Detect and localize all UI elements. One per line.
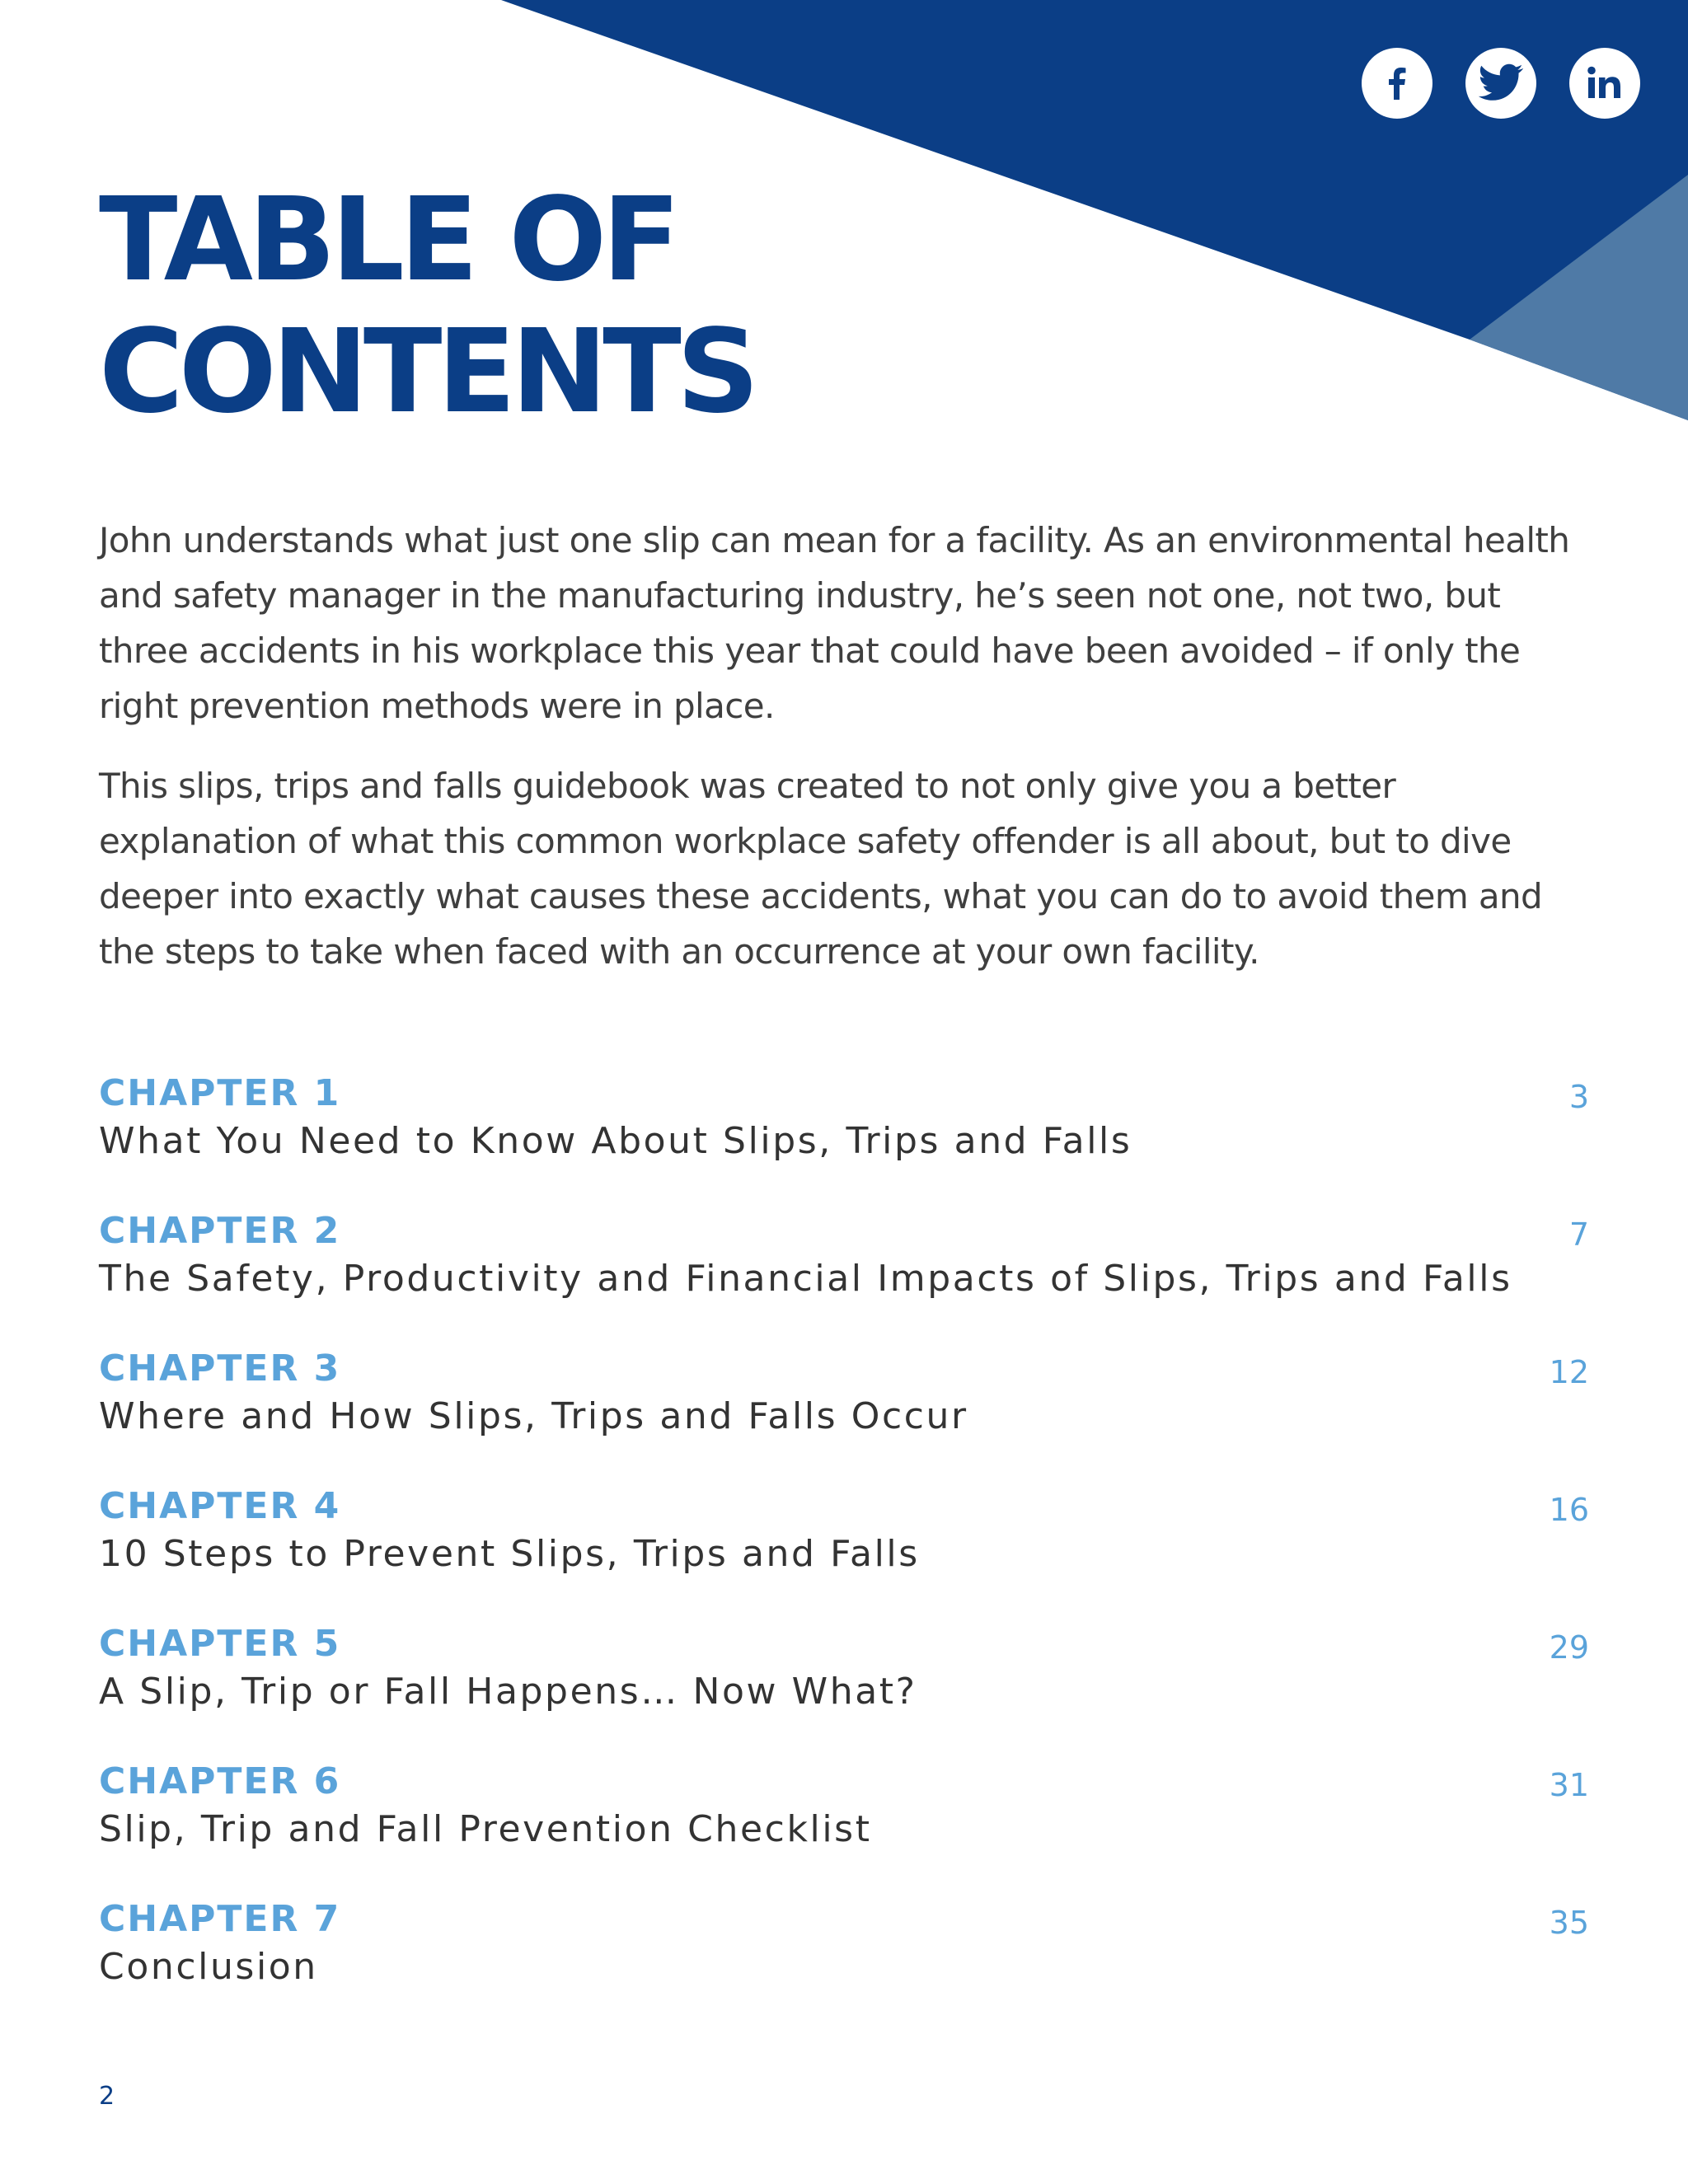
chapter-page-number: 29 (1549, 1629, 1589, 1666)
chapter-page-number: 3 (1568, 1079, 1589, 1115)
chapter-title: Conclusion (99, 1946, 318, 1988)
chapter-title: The Safety, Productivity and Financial Impacts of Slips, Trips and Falls (99, 1258, 1512, 1300)
chapter-label: CHAPTER 6 (99, 1760, 341, 1802)
intro-paragraph-1: John understands what just one slip can mean for a facility. As an environmental health and safety manager in the manufacturing industry, he’s seen not one, not two, but three accidents in his workplace this year that could have been avoided – if only the right prevention methods were in place. (99, 520, 1570, 726)
toc-entry-chapter-3[interactable] (99, 1345, 1589, 1483)
intro-text (99, 513, 1582, 1004)
toc-entry-chapter-7[interactable] (99, 1896, 1589, 2033)
toc-entry-chapter-1[interactable] (99, 1070, 1589, 1207)
chapter-title: 10 Steps to Prevent Slips, Trips and Falls (99, 1533, 920, 1575)
chapter-page-number: 31 (1549, 1767, 1589, 1803)
table-of-contents (99, 1070, 1589, 2033)
chapter-page-number: 35 (1549, 1905, 1589, 1941)
chapter-label: CHAPTER 5 (99, 1623, 341, 1665)
chapter-page-number: 12 (1549, 1354, 1589, 1390)
chapter-title: Where and How Slips, Trips and Falls Occur (99, 1395, 968, 1437)
page-title (99, 175, 755, 438)
toc-entry-chapter-4[interactable] (99, 1483, 1589, 1620)
toc-entry-chapter-6[interactable] (99, 1758, 1589, 1896)
chapter-title: A Slip, Trip or Fall Happens… Now What? (99, 1671, 917, 1713)
chapter-page-number: 16 (1549, 1492, 1589, 1528)
toc-entry-chapter-2[interactable] (99, 1207, 1589, 1345)
chapter-label: CHAPTER 4 (99, 1485, 341, 1527)
chapter-title: What You Need to Know About Slips, Trips and Falls (99, 1120, 1132, 1162)
page-number: 2 (99, 2082, 115, 2111)
linkedin-icon (1582, 60, 1628, 106)
chapter-title: Slip, Trip and Fall Prevention Checklist (99, 1808, 872, 1850)
title-line-2: CONTENTS (99, 305, 755, 439)
chapter-label: CHAPTER 1 (99, 1072, 341, 1114)
title-line-1: TABLE OF (99, 173, 676, 307)
twitter-icon (1477, 59, 1525, 107)
chapter-label: CHAPTER 3 (99, 1347, 341, 1390)
chapter-label: CHAPTER 7 (99, 1898, 341, 1940)
twitter-button[interactable] (1465, 48, 1536, 119)
chapter-label: CHAPTER 2 (99, 1210, 341, 1252)
facebook-button[interactable] (1362, 48, 1432, 119)
chapter-page-number: 7 (1568, 1216, 1589, 1253)
social-links (1362, 48, 1640, 119)
linkedin-button[interactable] (1569, 48, 1640, 119)
facebook-icon (1374, 60, 1420, 106)
toc-entry-chapter-5[interactable] (99, 1620, 1589, 1758)
intro-paragraph-2: This slips, trips and falls guidebook was created to not only give you a better explanation of what this common workplace safety offender is all about, but to dive deeper into exactly what causes these accidents, what you can do to avoid them and the steps to take when faced with an occurrence at your own facility. (99, 766, 1543, 972)
